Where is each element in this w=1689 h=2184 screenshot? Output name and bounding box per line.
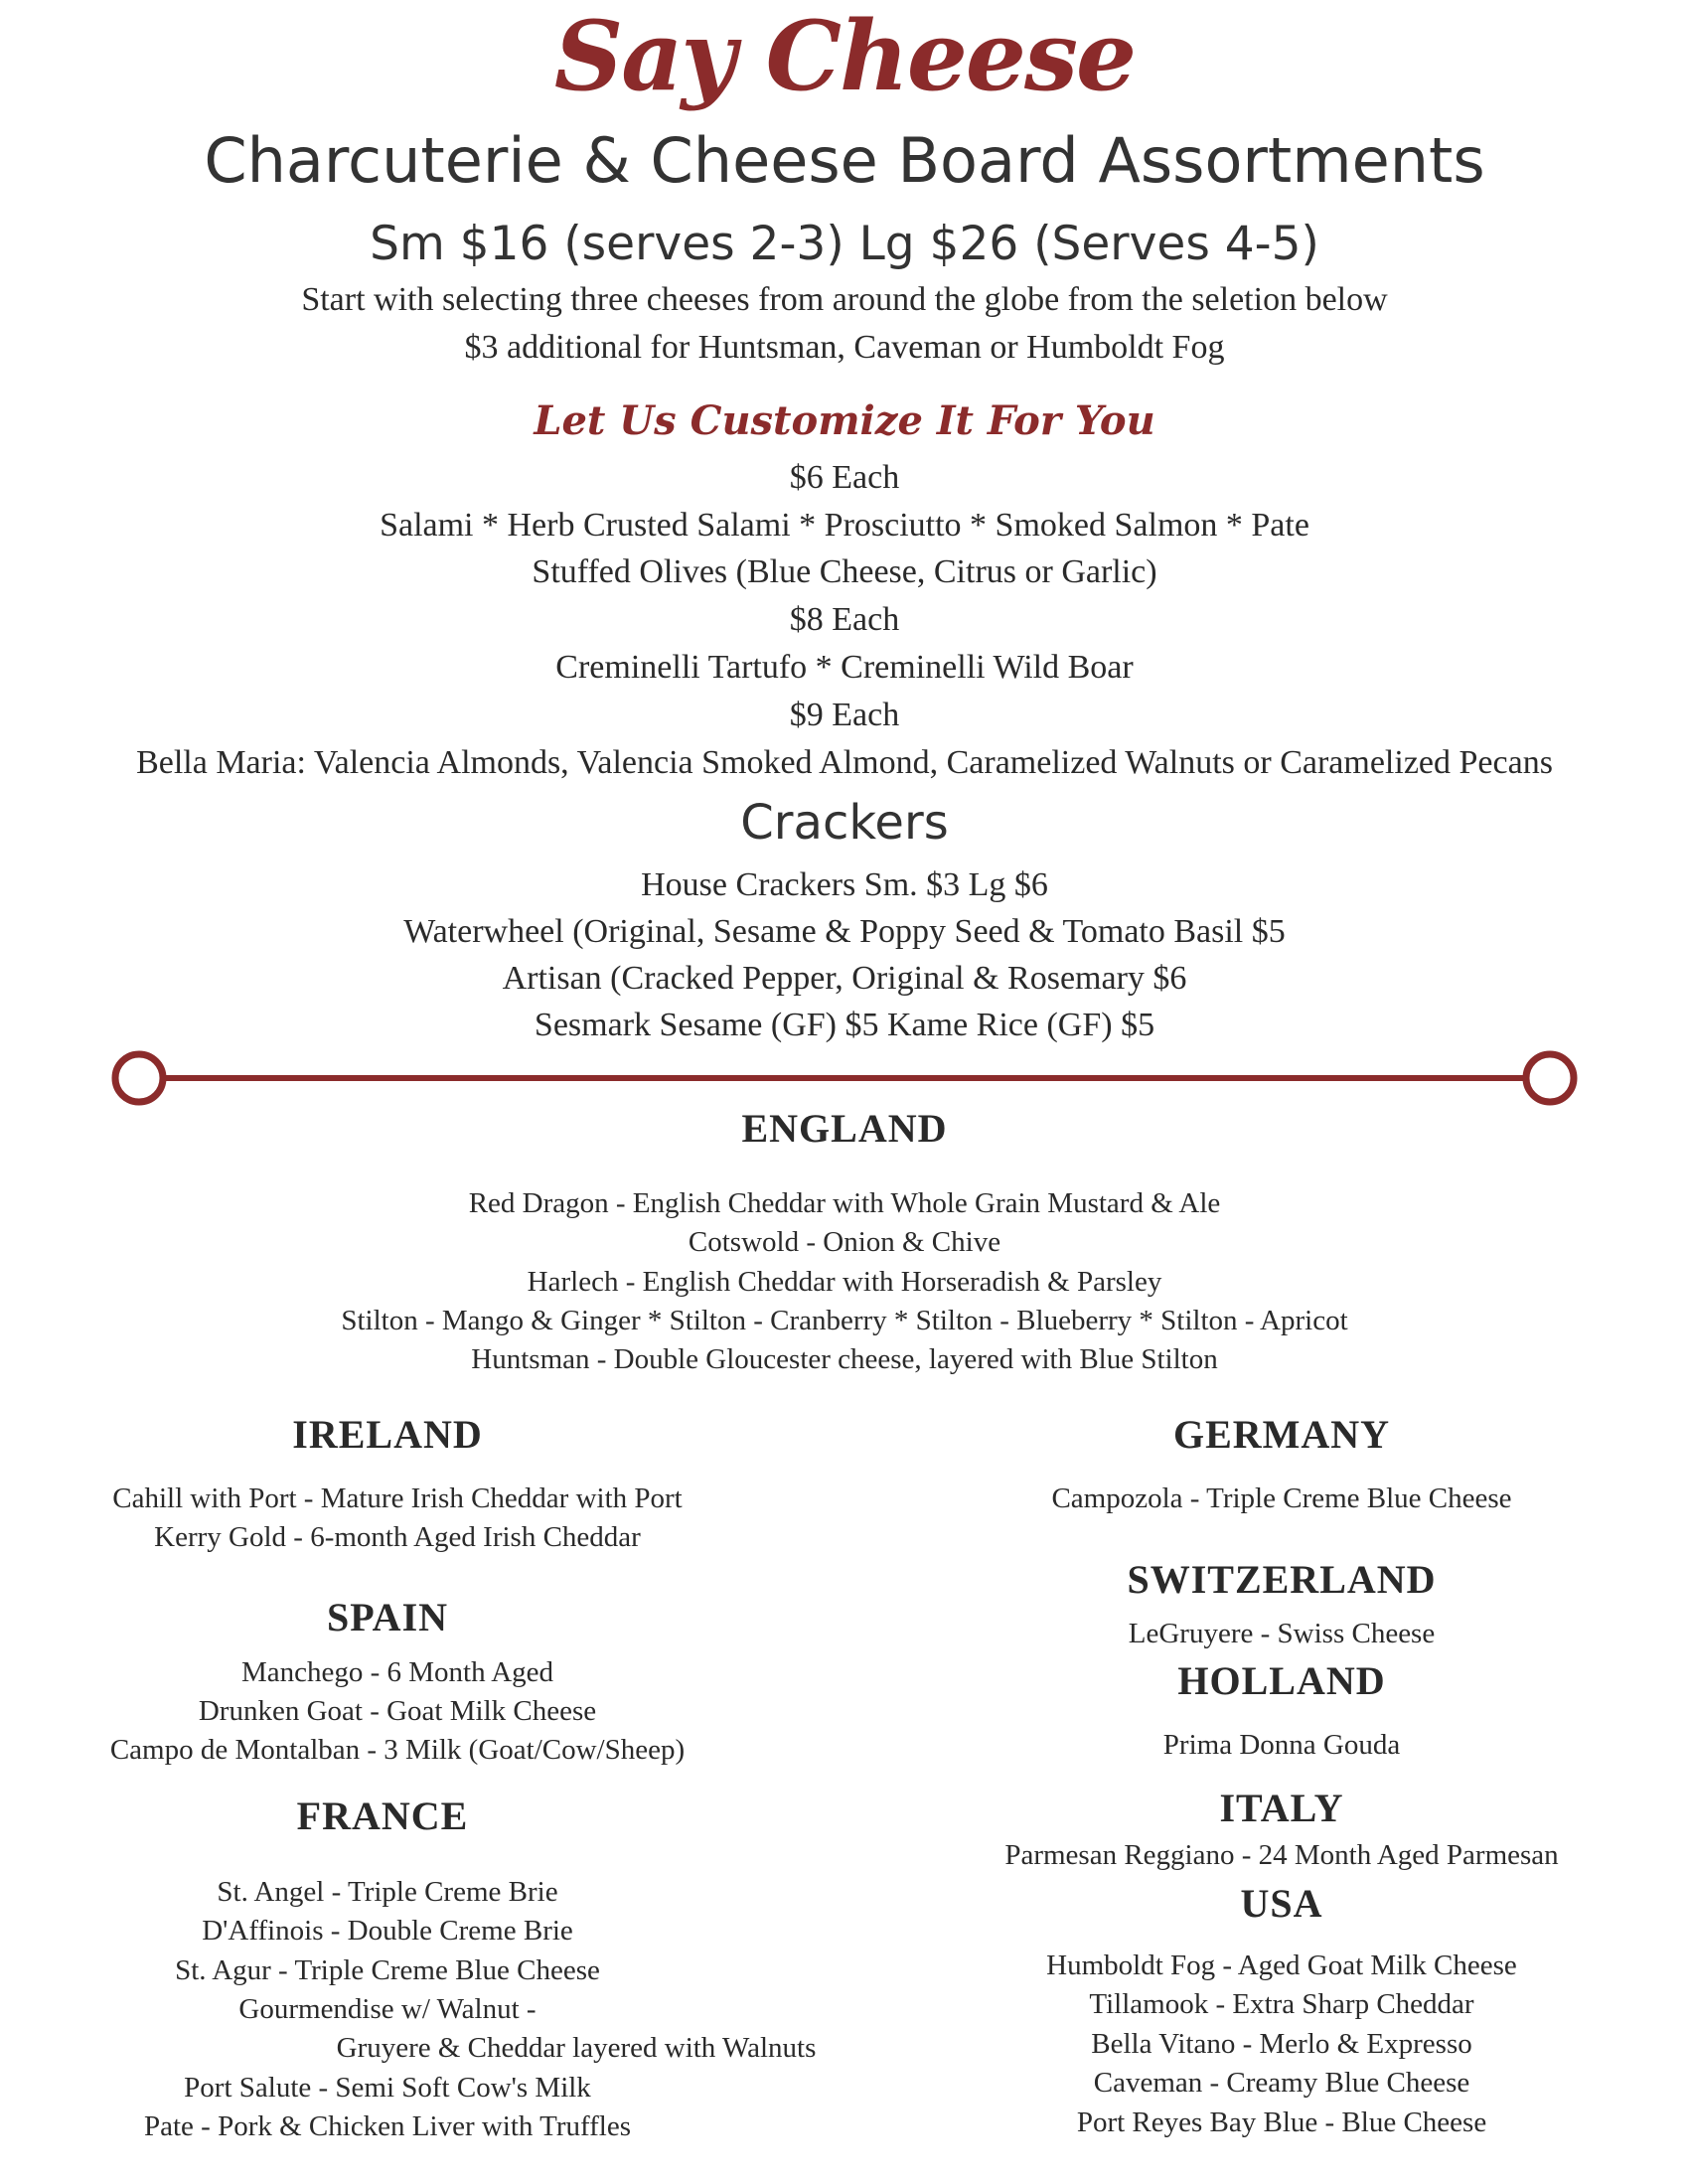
- cheese-item: Kerry Gold - 6-month Aged Irish Cheddar: [154, 1521, 641, 1553]
- cheese-item: Red Dragon - English Cheddar with Whole Grain Mustard & Ale: [468, 1187, 1221, 1219]
- cheese-item: Gruyere & Cheddar layered with Walnuts: [336, 2032, 817, 2064]
- country-france: FRANCE: [296, 1794, 469, 1838]
- country-holland: HOLLAND: [1177, 1658, 1386, 1703]
- cheese-item: Huntsman - Double Gloucester cheese, layered with Blue Stilton: [471, 1343, 1218, 1375]
- board-prices: Sm $16 (serves 2-3) Lg $26 (Serves 4-5): [370, 217, 1319, 271]
- switzerland-section: [954, 1556, 1610, 1603]
- customize-line: $8 Each: [789, 601, 900, 638]
- cheese-item: Harlech - English Cheddar with Horseradish & Parsley: [527, 1266, 1162, 1298]
- cheese-item: Port Salute - Semi Soft Cow's Milk: [184, 2072, 591, 2104]
- customize-line: Salami * Herb Crusted Salami * Prosciutto * Smoked Salmon * Pate: [380, 507, 1309, 544]
- country-spain: SPAIN: [326, 1595, 449, 1639]
- customize-line: Stuffed Olives (Blue Cheese, Citrus or Garlic): [532, 553, 1157, 590]
- cheese-item: Campozola - Triple Creme Blue Cheese: [1051, 1482, 1512, 1514]
- country-usa: USA: [1240, 1881, 1323, 1926]
- cheese-item: Campo de Montalban - 3 Milk (Goat/Cow/Sheep): [109, 1734, 686, 1766]
- cheese-item: Humboldt Fog - Aged Goat Milk Cheese: [1046, 1950, 1517, 1981]
- cheese-item: Parmesan Reggiano - 24 Month Aged Parmesan: [1004, 1839, 1559, 1871]
- cheese-item: Port Reyes Bay Blue - Blue Cheese: [1076, 2106, 1487, 2138]
- cheese-item: St. Angel - Triple Creme Brie: [217, 1876, 558, 1908]
- cheese-item: Caveman - Creamy Blue Cheese: [1093, 2067, 1470, 2099]
- customize-line: Creminelli Tartufo * Creminelli Wild Boar: [555, 649, 1134, 686]
- divider-circle-left: [115, 1054, 163, 1102]
- crackers-line: House Crackers Sm. $3 Lg $6: [641, 866, 1048, 903]
- cheese-item: Prima Donna Gouda: [1162, 1729, 1401, 1761]
- cheese-item: Cahill with Port - Mature Irish Cheddar with Port: [112, 1482, 683, 1514]
- customize-heading: Let Us Customize It For You: [534, 397, 1155, 444]
- intro-line: Start with selecting three cheeses from around the globe from the seletion below: [301, 281, 1388, 318]
- spain-section: [40, 1594, 735, 1640]
- intro-line: $3 additional for Huntsman, Caveman or Humboldt Fog: [464, 329, 1225, 366]
- customize-line: $6 Each: [789, 459, 900, 496]
- france-section: [40, 1793, 725, 1839]
- section-divider: [109, 1048, 1580, 1108]
- cheese-item: Bella Vitano - Merlo & Expresso: [1091, 2028, 1472, 2060]
- cheese-item: Gourmendise w/ Walnut -: [238, 1993, 537, 2025]
- cheese-item: Stilton - Mango & Ginger * Stilton - Cranberry * Stilton - Blueberry * Stilton - Apricot: [341, 1305, 1348, 1336]
- cheese-item: Manchego - 6 Month Aged: [240, 1656, 554, 1688]
- crackers-line: Sesmark Sesame (GF) $5 Kame Rice (GF) $5: [534, 1007, 1155, 1043]
- holland-section: [954, 1657, 1610, 1704]
- crackers-line: Waterwheel (Original, Sesame & Poppy Seed & Tomato Basil $5: [403, 913, 1286, 950]
- country-germany: GERMANY: [1172, 1412, 1391, 1457]
- brand-logo-text: Say Cheese: [553, 0, 1136, 112]
- italy-section: [954, 1785, 1610, 1831]
- usa-section: [954, 1880, 1610, 1927]
- cheese-item: D'Affinois - Double Creme Brie: [202, 1915, 573, 1947]
- cheese-item: St. Agur - Triple Creme Blue Cheese: [175, 1954, 600, 1986]
- cheese-item: Pate - Pork & Chicken Liver with Truffles: [143, 2110, 631, 2142]
- country-switzerland: SWITZERLAND: [1127, 1557, 1437, 1602]
- customize-line: $9 Each: [789, 697, 900, 733]
- country-ireland: IRELAND: [292, 1412, 483, 1457]
- crackers-line: Artisan (Cracked Pepper, Original & Rosemary $6: [502, 960, 1187, 997]
- customize-line: Bella Maria: Valencia Almonds, Valencia Smoked Almond, Caramelized Walnuts or Caramelized Pecans: [136, 744, 1553, 781]
- ireland-section: [40, 1411, 735, 1458]
- cheese-item: Drunken Goat - Goat Milk Cheese: [198, 1695, 597, 1727]
- cheese-item: Tillamook - Extra Sharp Cheddar: [1089, 1988, 1474, 2020]
- country-italy: ITALY: [1219, 1786, 1344, 1830]
- page-title: Charcuterie & Cheese Board Assortments: [204, 124, 1485, 197]
- cheese-item: LeGruyere - Swiss Cheese: [1128, 1618, 1436, 1649]
- crackers-heading: Crackers: [740, 795, 949, 851]
- country-england: ENGLAND: [741, 1106, 948, 1151]
- cheese-item: Cotswold - Onion & Chive: [688, 1226, 1001, 1258]
- germany-section: [954, 1411, 1610, 1458]
- divider-circle-right: [1526, 1054, 1574, 1102]
